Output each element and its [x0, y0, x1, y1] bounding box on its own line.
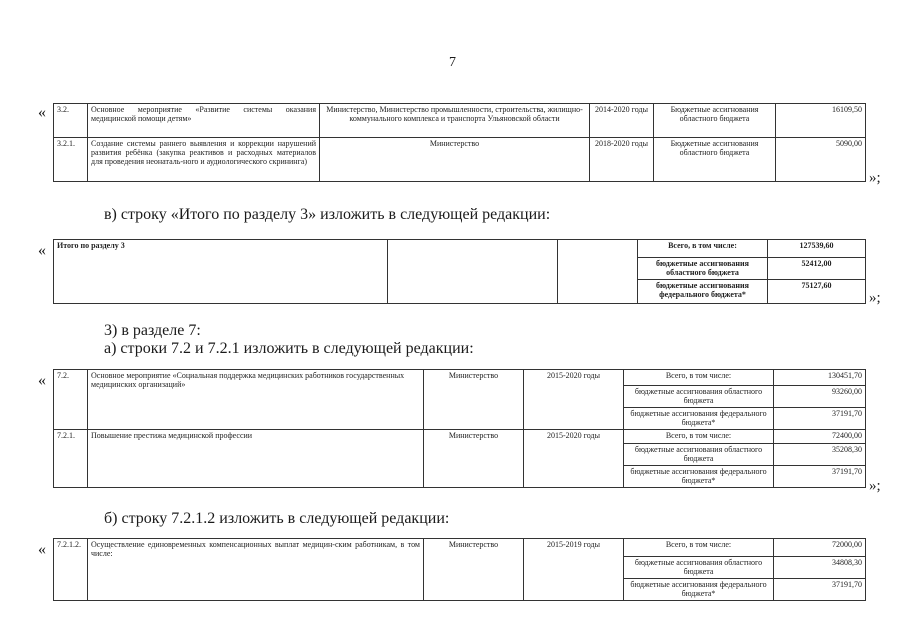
funding-label: Всего, в том числе:: [624, 430, 774, 444]
table-row: [54, 430, 866, 444]
heading-a: а) строки 7.2 и 7.2.1 изложить в следующей редакции:: [104, 340, 474, 357]
table-row: [54, 240, 866, 258]
amount: 93260,00: [774, 386, 866, 408]
empty-cell: [388, 240, 558, 304]
amount: 34808,30: [774, 557, 866, 579]
years: 2018-2020 годы: [590, 138, 654, 182]
amount: 72000,00: [774, 539, 866, 557]
row-number: 3.2.: [54, 104, 88, 138]
amount: 37191,70: [774, 579, 866, 601]
heading-b: б) строку 7.2.1.2 изложить в следующей редакции:: [104, 510, 450, 527]
closing-quote: »;: [869, 478, 881, 494]
funding-label: бюджетные ассигнования областного бюджета: [624, 386, 774, 408]
opening-quote: «: [38, 242, 46, 259]
table-section-3-2: [53, 103, 866, 182]
amount: 37191,70: [774, 466, 866, 488]
amount: 127539,60: [768, 240, 866, 258]
funding-label: Всего, в том числе:: [638, 240, 768, 258]
row-number: 7.2.1.: [54, 430, 88, 488]
measure-name: Осуществление единовременных компенсационных выплат медицин-ским работникам, в том числе:: [88, 539, 424, 601]
funding-label: Всего, в том числе:: [624, 539, 774, 557]
amount: 37191,70: [774, 408, 866, 430]
table-row: [54, 104, 866, 138]
years: 2015-2019 годы: [524, 539, 624, 601]
years: 2015-2020 годы: [524, 370, 624, 430]
years: 2015-2020 годы: [524, 430, 624, 488]
years: 2014-2020 годы: [590, 104, 654, 138]
measure-name: Повышение престижа медицинской профессии: [88, 430, 424, 488]
amount: 52412,00: [768, 258, 866, 280]
executor: Министерство: [424, 539, 524, 601]
empty-cell: [558, 240, 638, 304]
amount: 75127,60: [768, 280, 866, 304]
table-row: [54, 370, 866, 386]
executor: Министерство: [320, 138, 590, 182]
funding-label: бюджетные ассигнования областного бюджета: [624, 444, 774, 466]
measure-name: Основное мероприятие «Социальная поддержка медицинских работников государственных медицинских организаций»: [88, 370, 424, 430]
heading-section-7: 3) в разделе 7:: [104, 322, 201, 339]
table-row: [54, 138, 866, 182]
measure-name: Создание системы раннего выявления и коррекции нарушений развития ребёнка (закупка реактивов и расходных материалов для проведения неонаталь-ного и аудиологического скрининга): [88, 138, 320, 182]
heading-v: в) строку «Итого по разделу 3» изложить в следующей редакции:: [104, 206, 551, 223]
row-number: 7.2.: [54, 370, 88, 430]
amount: 72400,00: [774, 430, 866, 444]
funding-label: бюджетные ассигнования федерального бюджета*: [624, 408, 774, 430]
total-title: Итого по разделу 3: [54, 240, 388, 304]
page-number: 7: [449, 55, 456, 70]
funding-label: Всего, в том числе:: [624, 370, 774, 386]
funding-label: бюджетные ассигнования областного бюджета: [638, 258, 768, 280]
amount: 16109,50: [776, 104, 866, 138]
measure-name: Основное мероприятие «Развитие системы оказания медицинской помощи детям»: [88, 104, 320, 138]
funding-label: бюджетные ассигнования федерального бюджета*: [624, 466, 774, 488]
table-section-7-2-1-2: [53, 538, 866, 601]
table-section-7-2: [53, 369, 866, 488]
funding-label: бюджетные ассигнования федерального бюджета*: [638, 280, 768, 304]
table-row: [54, 539, 866, 557]
row-number: 7.2.1.2.: [54, 539, 88, 601]
opening-quote: «: [38, 104, 46, 121]
table-total-section-3: [53, 239, 866, 304]
row-number: 3.2.1.: [54, 138, 88, 182]
funding-source: Бюджетные ассигнования областного бюджета: [654, 138, 776, 182]
opening-quote: «: [38, 372, 46, 389]
amount: 35208,30: [774, 444, 866, 466]
executor: Министерство: [424, 370, 524, 430]
opening-quote: «: [38, 541, 46, 558]
closing-quote: »;: [869, 170, 881, 186]
closing-quote: »;: [869, 290, 881, 306]
funding-label: бюджетные ассигнования федерального бюджета*: [624, 579, 774, 601]
executor: Министерство, Министерство промышленности, строительства, жилищно-коммунального комплекса и транспорта Ульяновской области: [320, 104, 590, 138]
funding-source: Бюджетные ассигнования областного бюджета: [654, 104, 776, 138]
amount: 5090,00: [776, 138, 866, 182]
amount: 130451,70: [774, 370, 866, 386]
funding-label: бюджетные ассигнования областного бюджета: [624, 557, 774, 579]
executor: Министерство: [424, 430, 524, 488]
